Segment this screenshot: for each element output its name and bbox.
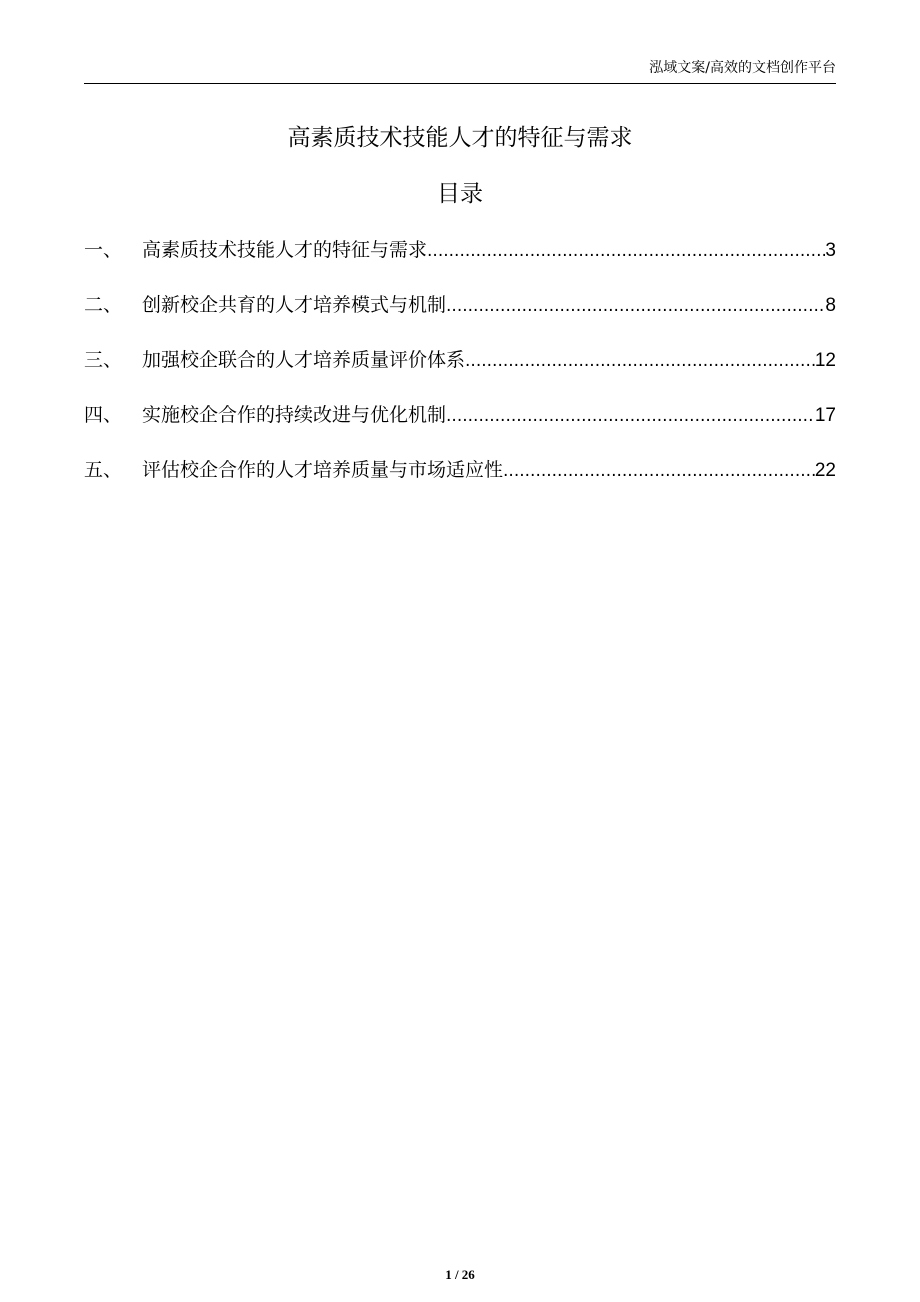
toc-entry-page: 3: [825, 240, 836, 261]
page-number: 1 / 26: [445, 1267, 475, 1282]
toc-dot-leader: [503, 453, 815, 489]
toc-dot-leader: [446, 398, 815, 434]
toc-entry-5[interactable]: [84, 452, 836, 507]
toc-entry-title: 高素质技术技能人才的特征与需求: [142, 239, 428, 261]
toc-entry-number: 二、: [84, 294, 123, 316]
toc-entry-page: 22: [814, 460, 836, 481]
toc-heading: 目录: [437, 181, 483, 207]
toc-entry-4[interactable]: [84, 397, 836, 452]
header-divider: [84, 83, 836, 84]
toc-dot-leader: [465, 343, 815, 379]
toc-entry-3[interactable]: [84, 342, 836, 397]
toc-entry-2[interactable]: [84, 287, 836, 342]
toc-entry-page: 12: [814, 350, 836, 371]
toc-entry-page: 8: [825, 295, 836, 316]
toc-entry-title: 创新校企共育的人才培养模式与机制: [142, 294, 447, 316]
table-of-contents: [84, 232, 836, 507]
document-title: 高素质技术技能人才的特征与需求: [287, 125, 633, 151]
toc-entry-title: 实施校企合作的持续改进与优化机制: [142, 404, 447, 426]
toc-entry-1[interactable]: [84, 232, 836, 287]
toc-dot-leader: [427, 233, 825, 269]
toc-entry-number: 五、: [84, 459, 123, 481]
toc-entry-title: 评估校企合作的人才培养质量与市场适应性: [142, 459, 504, 481]
toc-entry-title: 加强校企联合的人才培养质量评价体系: [142, 349, 466, 371]
toc-entry-number: 三、: [84, 349, 123, 371]
toc-dot-leader: [446, 288, 825, 324]
toc-entry-page: 17: [814, 405, 836, 426]
page-header: 泓域文案/高效的文档创作平台: [649, 60, 836, 76]
toc-entry-number: 一、: [84, 239, 123, 261]
toc-entry-number: 四、: [84, 404, 123, 426]
